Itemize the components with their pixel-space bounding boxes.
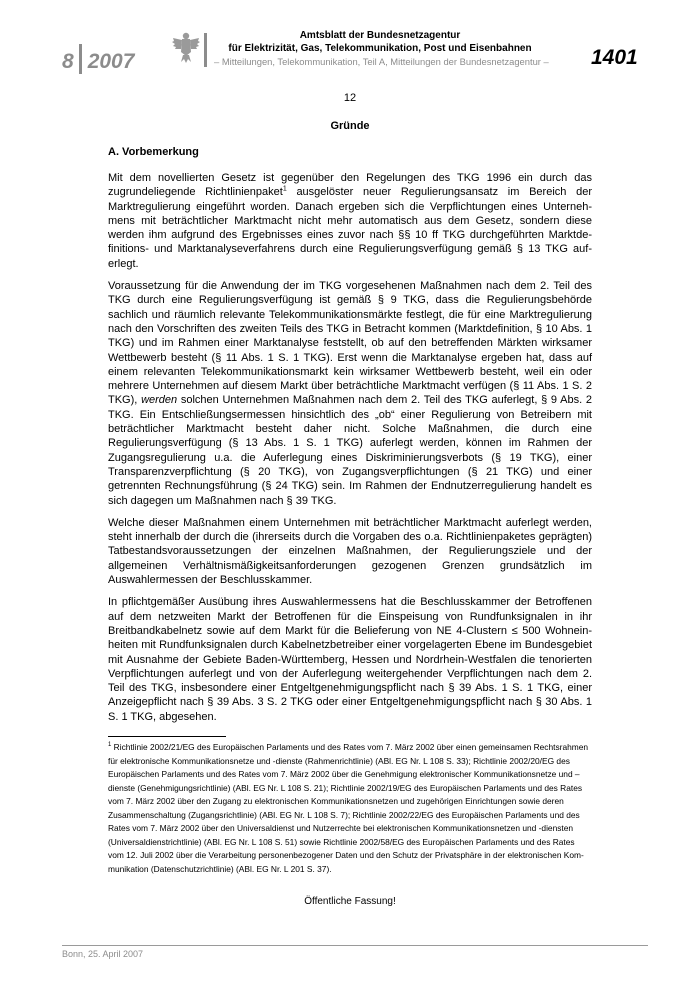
paragraph-3: Welche dieser Maßnahmen einem Unternehmen mit beträchtlicher Marktmacht auferlegt werden, steht innerhalb der durch die (ihrerseits durch die Vorgaben des o.a. Richtlinienpaketes geprägten) Tatbestandsvoraussetzungen der einzelnen Maßnahmen, der Regulierungsziele und der allgemeinen Verhältnismäßigkeitsanforderungen gezogenen Grenzen grundsätzlich im Auswahlermessen der Beschlusskammer. (108, 516, 592, 587)
footnote (108, 741, 592, 876)
journal-title-line1: Amtsblatt der Bundesnetzagentur (299, 30, 461, 41)
footnote-text: Richtlinie 2002/21/EG des Europäischen Parlaments und des Rates vom 7. März 2002 über einen gemeinsamen Rechtsrahmen für elektronische Kommunikationsnetze und -dienste (Rahmenrichtlinie) (ABl. EG Nr. L 108 S. 33); Richtlinie 2002/20/EG des Europäischen Parlaments und des Rates vom 7. März 2002 über die Genehmigung elektronischer Kommunikationsnetze und –dienste (Genehmigungsrichtlinie) (ABl. EG Nr. L 108 S. 21); Richtlinie 2002/19/EG des Europäischen Parlaments und des Rates vom 7. März 2002 über den Zugang zu elektronischen Kommunikationsnetzen und zugehörigen Einrichtungen sowie deren Zusammenschaltung (Zugangsrichtlinie) (ABl. EG Nr. L 108 S. 7); Richtlinie 2002/22/EG des Europäischen Parlaments und des Rates vom 7. März 2002 über den Universaldienst und Nutzerrechte bei elektronischen Kommunikationsnetzen und -diensten (Universaldienstrichtlinie) (ABl. EG Nr. L 108 S. 51) sowie Richtlinie 2002/58/EG des Europäischen Parlaments und des Rates vom 12. Juli 2002 über die Verarbeitung personenbezogener Daten und den Schutz der Privatsphäre in der elektronischen Kommunikation (Datenschutzrichtlinie) (ABl. EG Nr. L 201 S. 37). (108, 742, 589, 874)
federal-eagle-icon (172, 30, 200, 64)
emphasis: werden (141, 394, 178, 407)
document-heading: Gründe (330, 120, 370, 132)
footer-divider (62, 945, 648, 946)
section-title: A. Vorbemerkung (108, 146, 199, 158)
journal-page-number: 1401 (591, 46, 638, 69)
issue-label (62, 44, 134, 74)
paragraph-4: In pflichtgemäßer Ausübung ihres Auswahlermessens hat die Beschlusskammer der Betroffenen auf dem netzweiten Markt der Betroffenen für die Einspeisung von Rundfunksignalen in ihr Breitbandkabelnetz sowie auf dem Markt für die Belieferung von NE 4-Clustern ≤ 500 Wohneinheiten mit Rundfunksignalen durch Kabelnetzbetreiber einer vorgelagerten Ebene im Bundesgebiet mit Ausnahme der Gebiete Baden-Württemberg, Hessen und Nordrhein-Westfalen die tenorierten Verpflichtungen auferlegt und von der Auferlegung weitergehender Verpflichtungen nach dem 2. Teil des TKG, insbesondere einer Entgeltgenehmigungspflicht nach § 39 Abs. 1 S. 1 TKG, einer Anzeigepflicht nach § 39 Abs. 3 S. 2 TKG oder einer Entgeltgenehmigungspflicht nach § 30 Abs. 1 S. 1 TKG, abgesehen. (108, 596, 592, 723)
issue-year: 2007 (87, 50, 135, 73)
footnote-marker: 1 (108, 742, 112, 749)
header-divider (204, 33, 207, 67)
footnote-divider (108, 736, 226, 737)
journal-title-line2: für Elektrizität, Gas, Telekommunikation, Post und Eisenbahnen (228, 42, 532, 54)
footnote-ref[interactable]: 1 (282, 185, 287, 193)
paragraph-2: Voraussetzung für die Anwendung der im TKG vorgesehenen Maßnahmen nach dem 2. Teil des TKG durch eine Regulierungsverfügung ist gemäß § 9 TKG, dass die Regulierungsbehörde sachlich und räumlich relevante Telekommunikationsmärkte festlegt, die für eine Marktregulierung nach den Vorschriften des zweiten Teils des TKG in Betracht kommen (Marktdefinition, § 10 Abs. 1 TKG) und im Rahmen einer Marktanalyse feststellt, ob auf den betreffenden Märkten wirksamer Wettbewerb besteht (§ 11 Abs. 1 S. 1 TKG). Erst wenn die Marktanalyse ergeben hat, dass auf einem relevanten Telekommunikationsmarkt kein wirksamer Wettbewerb besteht, weil ein oder mehrere Unternehmen auf diesem Markt über beträchtliche Marktmacht verfügen (§ 11 Abs. 1 S. 2 TKG), werden solchen Unternehmen Maßnahmen nach dem 2. Teil des TKG auferlegt, § 9 Abs. 2 TKG. Ein Entschließungsermessen hinsichtlich des „ob“ einer Regulierung von Betreibern mit beträchtlicher Marktmacht besteht daher nicht. Solche Maßnahmen, die durch eine Regulierungsverfügung (§ 13 Abs. 1 S. 1 TKG) auferlegt werden, können im Rahmen der Zugangsregulierung u.a. die Auferlegung eines Diskriminierungsverbots (§ 19 TKG), einer Transparenzverpflichtung (§ 20 TKG), von Zugangsverpflichtungen (§ 21 TKG) und einer getrennten Rechnungsführung (§ 24 TKG) sein. Im Rahmen der Endnutzerregulierung handelt es sich dagegen um Maßnahmen nach § 39 TKG. (108, 280, 593, 507)
journal-subtitle: – Mitteilungen, Telekommunikation, Teil A, Mitteilungen der Bundesnetzagentur – (214, 56, 549, 67)
document-page-number: 12 (343, 92, 357, 104)
issue-number: 8 (62, 50, 74, 73)
body-text (108, 171, 592, 732)
issue-separator (79, 44, 82, 74)
public-version-note: Öffentliche Fassung! (304, 896, 396, 907)
paragraph-1: Mit dem novellierten Gesetz ist gegenüber den Regelungen des TKG 1996 ein durch das zugrundeliegende Richtlinienpaket$^1$ ausgelöster neuer Regulierungsansatz im Bereich der Marktregulierung eingeführt worden. Danach ergeben sich die Verpflichtungen eines Unternehmens mit beträchtlicher Marktmacht nicht mehr automatisch aus dem Gesetz, sondern diese werden ihm aufgrund des Ergebnisses eines zuvor nach §§ 10 ff TKG durchgeführten Marktdefinitions- und Marktanalyseverfahrens durch eine Regulierungsverfügung gemäß § 13 TKG auferlegt. (108, 172, 592, 270)
footer-date: Bonn, 25. April 2007 (62, 949, 144, 959)
journal-title (214, 30, 546, 55)
